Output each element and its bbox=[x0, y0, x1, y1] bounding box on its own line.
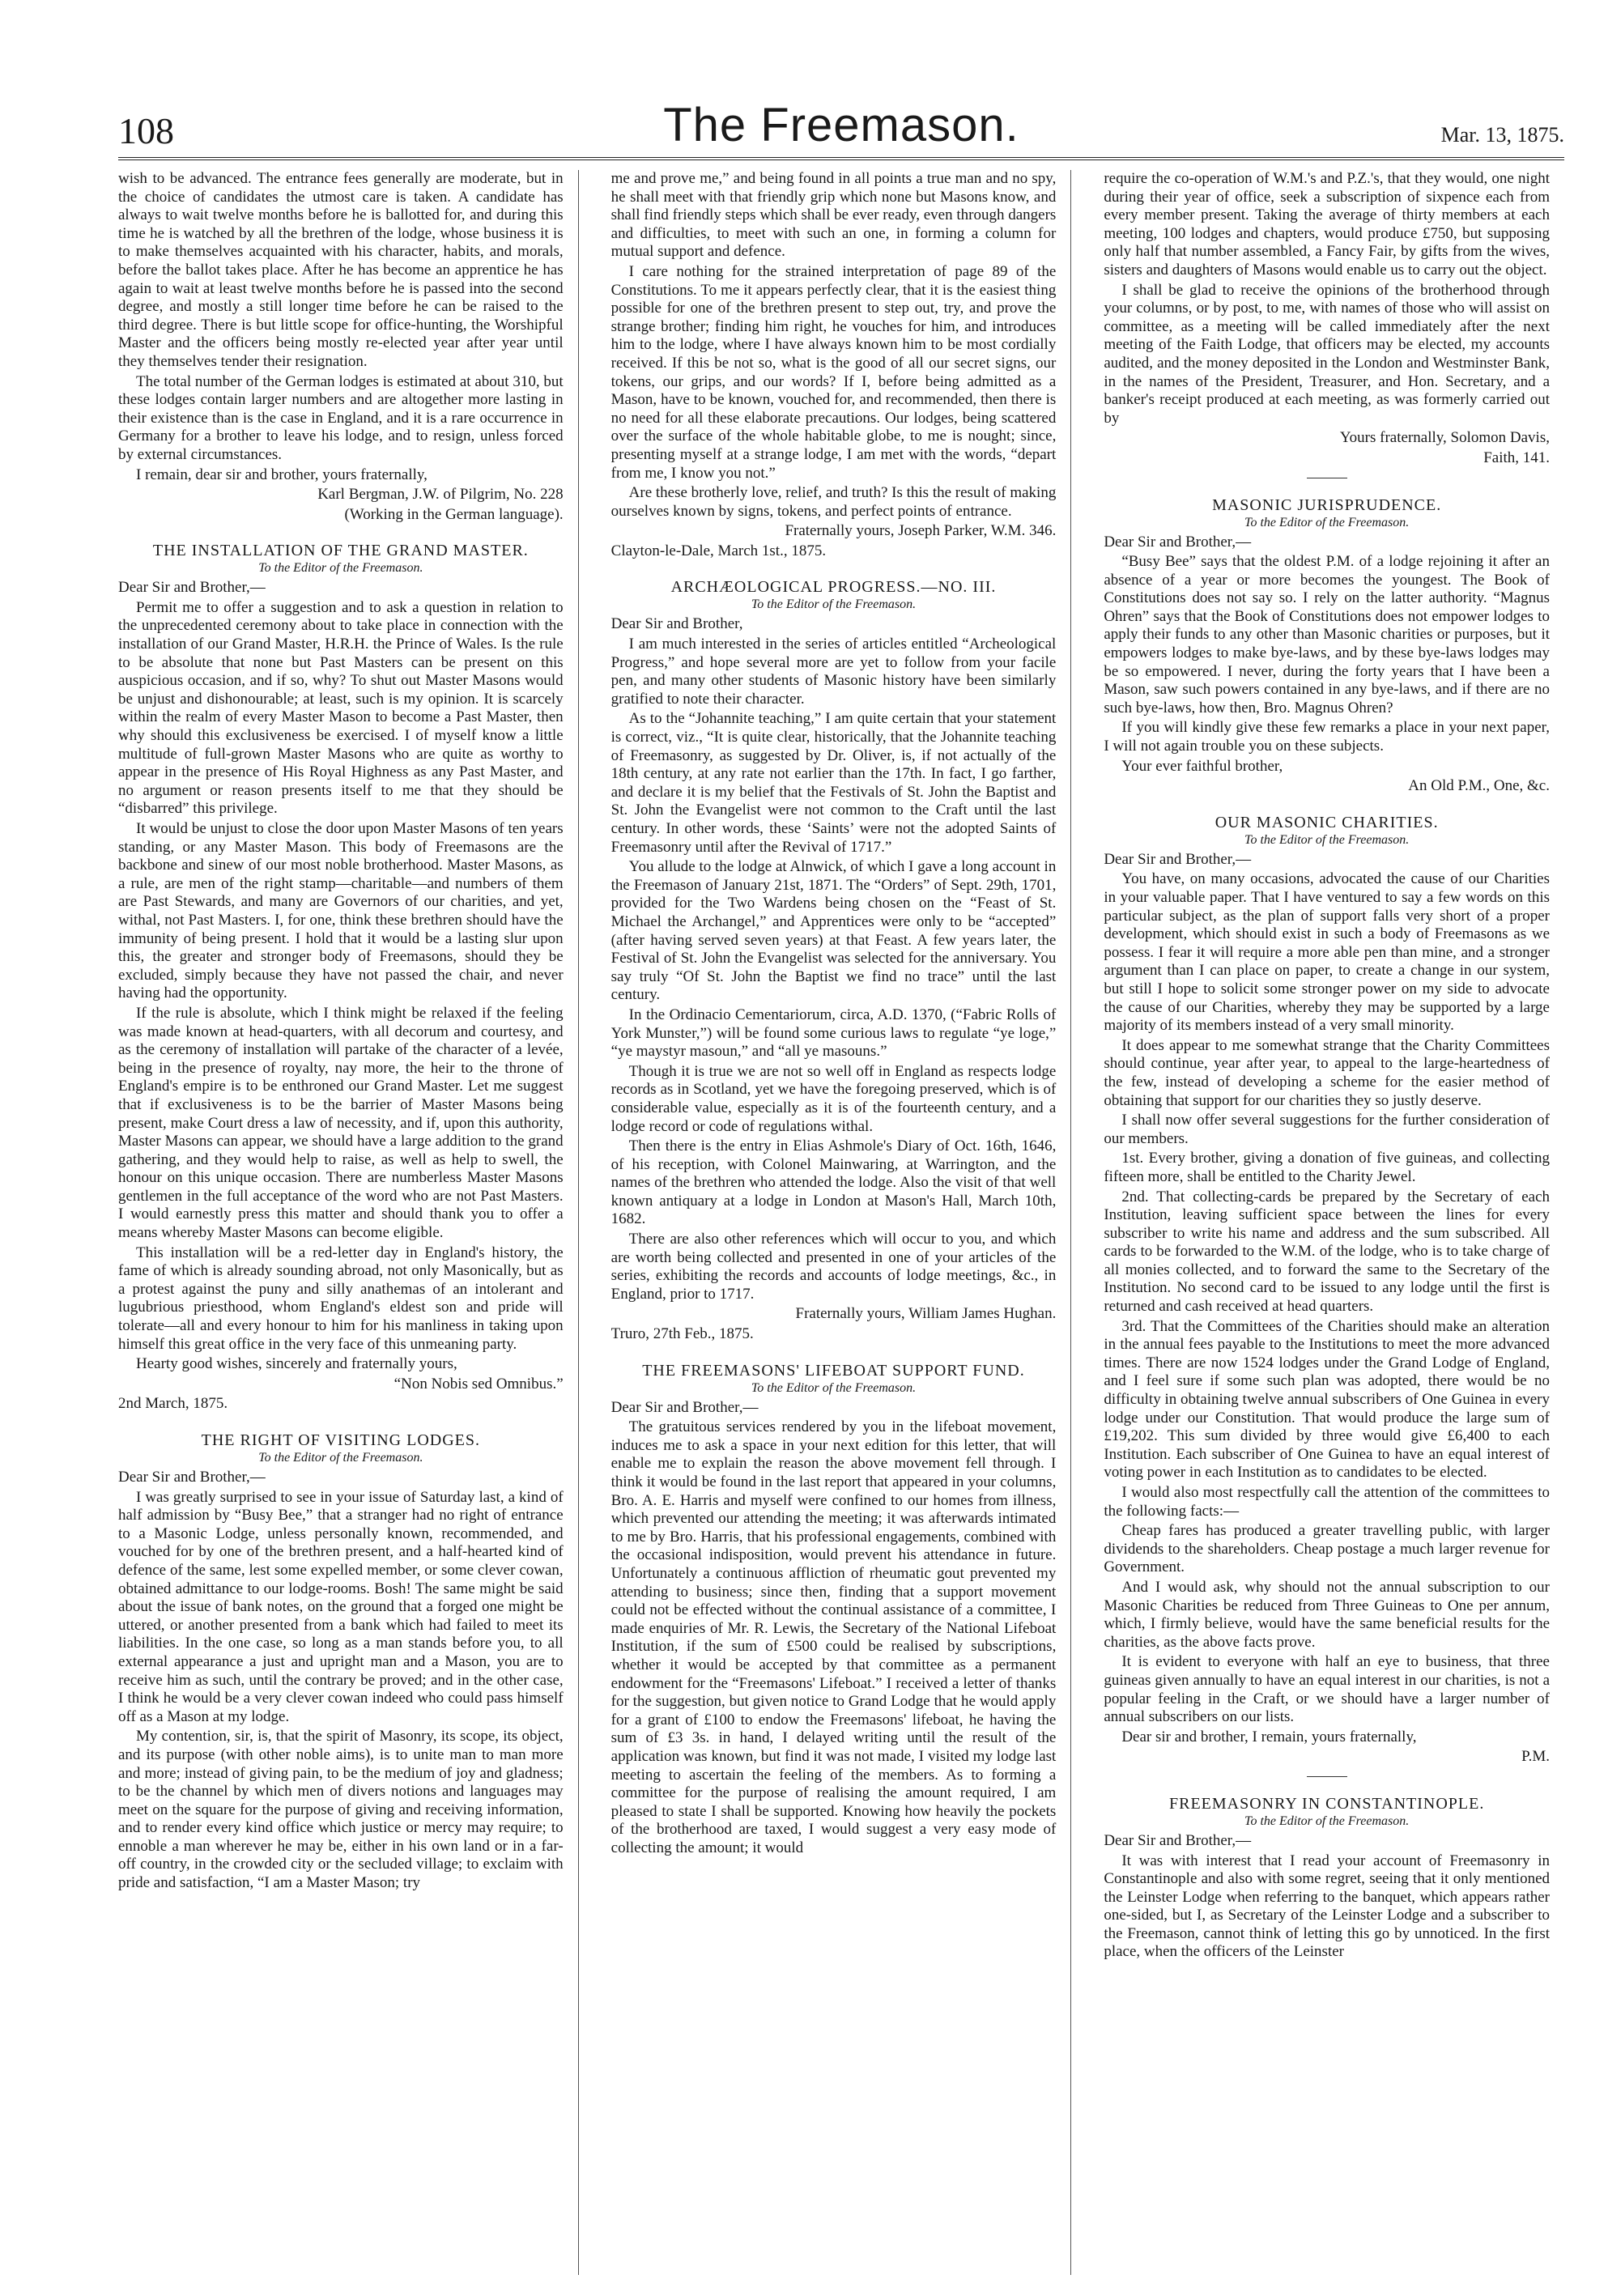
article-title: OUR MASONIC CHARITIES. bbox=[1215, 813, 1439, 831]
salutation: Dear Sir and Brother,— bbox=[118, 579, 266, 597]
column-2 bbox=[611, 170, 1072, 2275]
signature: P.M. bbox=[1521, 1748, 1550, 1766]
paragraph: Are these brotherly love, relief, and truth? Is this the result of making ourselves known by signs, tokens, and perfect points of entrance. bbox=[610, 484, 1057, 520]
letter-date: Truro, 27th Feb., 1875. bbox=[610, 1325, 754, 1343]
paragraph: Hearty good wishes, sincerely and fraternally yours, bbox=[136, 1355, 457, 1373]
letter-date: 2nd March, 1875. bbox=[118, 1395, 228, 1413]
paragraph: I shall be glad to receive the opinions of the brotherhood through your columns, or by post, to me, with names of those who will assist on committee, as a meeting will be called immediately after the next meeting of the Faith Lodge, that officers may be elected, my accounts audited, and the money deposited in the London and Westminster Bank, in the names of the President, Treasurer, and Hon. Secretary, and a banker's receipt produced at each meeting, as was formerly carried out by bbox=[1104, 281, 1550, 427]
paragraph: You allude to the lodge at Alnwick, of which I gave a long account in the Freemason of January 21st, 1871. The “Orders” of Sept. 29th, 1701, provided for the Two Wardens being chosen on the “Feast of St. Michael the Archangel,” and Apprentices were only to be “accepted” (after having served seven years) at that Feast. A few years later, the Festival of St. John the Evangelist was selected for the anniversary. You say truly “Of St. John the Baptist we find no trace” until the last century. bbox=[610, 858, 1057, 1004]
salutation: Dear Sir and Brother,— bbox=[1104, 1831, 1252, 1849]
signature: Fraternally yours, William James Hughan. bbox=[795, 1305, 1057, 1323]
article-subtitle: To the Editor of the Freemason. bbox=[258, 1451, 423, 1465]
paragraph: It was with interest that I read your account of Freemasonry in Constantinople and also with some regret, seeing that it only mentioned the Leinster Lodge when referring to the banquet, which appears rather one-sided, but I, as Secretary of the Leinster Lodge and a subscriber to the Freemason, cannot think of letting this go by unnoticed. In the first place, when the officers of the Leinster bbox=[1104, 1852, 1550, 1961]
paragraph: require the co-operation of W.M.'s and P.Z.'s, that they would, one night during their year of office, seek a subscription of sixpence each from every member present. Taking the average of thirty members at each meeting, 100 lodges and chapters, would produce £750, but supposing only half that number assembled, a Fancy Fair, by gifts from the wives, sisters and daughters of Masons would enable us to carry out the object. bbox=[1104, 170, 1550, 278]
paragraph: I remain, dear sir and brother, yours fraternally, bbox=[136, 466, 428, 483]
paragraph: If the rule is absolute, which I think might be relaxed if the feeling was made known at head-quarters, with all decorum and courtesy, and as the ceremony of installation will partake of the character of a levée, being in the presence of royalty, nay more, the heir to the throne of England's empire is to be enthroned our Grand Master. Let me suggest that if exclusiveness is to be the barrier of Master Masons being present, make Court dress a law of necessity, and if, upon this authority, Master Masons can appear, we should have a large addition to the grand gathering, and they would help to raise, as well as help to swell, the honour on this unique occasion. There are numberless Master Masons gentlemen in the full acceptance of the word who are not Past Masters. I would earnestly press this matter and should thank you to offer a means whereby Master Masons can become eligible. bbox=[118, 1004, 564, 1242]
masthead bbox=[118, 99, 1564, 160]
signature: “Non Nobis sed Omnibus.” bbox=[393, 1375, 564, 1392]
paragraph: If you will kindly give these few remarks a place in your next paper, I will not again trouble you on these subjects. bbox=[1104, 719, 1550, 755]
paragraph: I shall now offer several suggestions for the further consideration of our members. bbox=[1104, 1112, 1550, 1147]
article-title: ARCHÆOLOGICAL PROGRESS.—NO. III. bbox=[670, 578, 997, 597]
paragraph: As to the “Johannite teaching,” I am quite certain that your statement is correct, viz., “It is quite clear, historically, that the Johannite teaching of Freemasonry, as suggested by Dr. Oliver, is, if not actually of the 18th century, at any rate not earlier than the 17th. In fact, I go farther, and declare it is my belief that the Festivals of St. John the Baptist and St. John the Evangelist were not common to the Craft until the last century. In other words, these ‘Saints’ were not the adopted Saints of Freemasonry until after the Revival of 1717.” bbox=[610, 710, 1057, 856]
newspaper-title: The Freemason. bbox=[663, 99, 1019, 151]
article-subtitle: To the Editor of the Freemason. bbox=[1244, 832, 1410, 847]
paragraph: me and prove me,” and being found in all points a true man and no spy, he shall meet with that friendly grip which none but Masons know, and shall find friendly steps which shall be ever ready, even through dangers and difficulties, to meet with such an one, in forming a column for mutual support and defence. bbox=[610, 170, 1057, 261]
paragraph: Cheap fares has produced a greater travelling public, with larger dividends to the shareholders. Cheap postage a much larger revenue for Government. bbox=[1104, 1522, 1550, 1576]
paragraph: Though it is true we are not so well off in England as respects lodge records as in Scotland, yet we have the foregoing preserved, which is of considerable value, especially as it is of the fourteenth century, and a lodge record or code of regulations withal. bbox=[610, 1062, 1057, 1135]
paragraph: And I would ask, why should not the annual subscription to our Masonic Charities be reduced from Three Guineas to One per annum, which, I firmly believe, would have the same beneficial results for the charities, as the above facts prove. bbox=[1104, 1578, 1550, 1651]
signature: Karl Bergman, J.W. of Pilgrim, No. 228 bbox=[317, 486, 564, 504]
signature: (Working in the German language). bbox=[344, 505, 564, 523]
salutation: Dear Sir and Brother,— bbox=[1104, 850, 1252, 868]
signature: Fraternally yours, Joseph Parker, W.M. 346. bbox=[785, 522, 1057, 540]
paragraph: Dear sir and brother, I remain, yours fraternally, bbox=[1121, 1728, 1417, 1745]
paragraph: It is evident to everyone with half an eye to business, that three guineas given annually to have an equal interest in our charities, is not a popular feeling in the Craft, or we should have a larger number of annual subscribers on our lists. bbox=[1104, 1653, 1550, 1726]
paragraph: I would also most respectfully call the attention of the committees to the following facts:— bbox=[1104, 1484, 1550, 1520]
article-subtitle: To the Editor of the Freemason. bbox=[751, 1380, 917, 1395]
paragraph: 1st. Every brother, giving a donation of five guineas, and collecting fifteen more, shall be entitled to the Charity Jewel. bbox=[1104, 1150, 1550, 1185]
letter-date: Clayton-le-Dale, March 1st., 1875. bbox=[610, 542, 827, 559]
paragraph: wish to be advanced. The entrance fees generally are moderate, but in the choice of candidates the utmost care is taken. A candidate has always to wait twelve months before he is ballotted for, and during this time he is watched by all the brethren of the lodge, whose business it is to make themselves acquainted with his character, habits, and morals, before the ballot takes place. After he has become an apprentice he has again to wait at least twelve months before he is passed into the second degree, and mostly a still longer time before he can be raised to the third degree. There is but little scope for office-hunting, the Worshipful Master and the officers being mostly re-elected year after year until they themselves tender their resignation. bbox=[118, 170, 564, 370]
article-subtitle: To the Editor of the Freemason. bbox=[1244, 515, 1410, 529]
paragraph: I care nothing for the strained interpretation of page 89 of the Constitutions. To me it appears perfectly clear, that it is the easiest thing possible for one of the brethren present to step out, try, and prove the strange brother; finding him right, he vouches for him, and introduces him to the lodge, where I have always known him to be most cordially received. If this be not so, what is the good of all our secret signs, our tokens, our grips, and our words? If I, before being admitted as a Mason, have to be known, vouched for, and recommended, then there is no need for all these elaborate precautions. Our lodges, being scattered over the surface of the whole habitable globe, to me is nought; since, presenting myself at a strange lodge, I am met with the words, “depart from me, I know you not.” bbox=[610, 262, 1057, 482]
paragraph: My contention, sir, is, that the spirit of Masonry, its scope, its object, and its purpose (with other noble aims), is to unite man to man more and more; instead of giving pain, to be the medium of joy and gladness; to be the channel by which men of divers notions and languages may meet on the square for the purpose of giving and receiving information, and to render every kind office which justice or mercy may require; to ennoble a man wherever he may be, either in his own land or in a far-off country, in the crowded city or the secluded village; to exclaim with pride and satisfaction, “I am a Master Mason; try bbox=[118, 1728, 564, 1892]
paragraph: Then there is the entry in Elias Ashmole's Diary of Oct. 16th, 1646, of his reception, with Colonel Mainwaring, at Warrington, and the names of the brethren who attended the lodge. Also the visit of that well known antiquary at a lodge in London at Mason's Hall, March 10th, 1682. bbox=[610, 1137, 1057, 1228]
article-title: FREEMASONRY IN CONSTANTINOPLE. bbox=[1168, 1794, 1485, 1813]
page-number: 108 bbox=[118, 110, 174, 151]
paragraph: You have, on many occasions, advocated the cause of our Charities in your valuable paper. That I have ventured to say a few words on this particular subject, as the plan of support falls very short of a proper development, which should exist in such a body of Freemasons as we possess. I fear it will require a more able pen than mine, and a stronger argument than I can place on paper, to create a change in our system, but still I hope to solicit some stronger power on my side to advocate the cause of our Charities, whereby they may be supported by a large majority of its members instead of a very small minority. bbox=[1104, 870, 1550, 1035]
paragraph: It would be unjust to close the door upon Master Masons of ten years standing, or any Master Mason. This body of Freemasons are the backbone and sinew of our most noble brotherhood. Master Masons, as a rule, are men of the right stamp—charitable—and numbers of them are Past Stewards, and many are Governors of our charities, and yet, withal, not Past Masters. I, for one, think these brethren should have the immunity of being present. I hold that it would be a lasting slur upon this, the greater and stronger body of Freemasons, should they be excluded, simply because they have not passed the chair, and never having had the opportunity. bbox=[118, 820, 564, 1002]
paragraph: In the Ordinacio Cementariorum, circa, A.D. 1370, (“Fabric Rolls of York Munster,”) will be found some curious laws to regulate “ye loge,” “ye maystyr masoun,” and “all ye masouns.” bbox=[610, 1006, 1057, 1061]
article-title: MASONIC JURISPRUDENCE. bbox=[1212, 495, 1442, 514]
article-title: THE FREEMASONS' LIFEBOAT SUPPORT FUND. bbox=[642, 1361, 1025, 1380]
article-subtitle: To the Editor of the Freemason. bbox=[1244, 1813, 1410, 1828]
paragraph: The gratuitous services rendered by you in the lifeboat movement, induces me to ask a space in your next edition for this letter, that will enable me to explain the reason the above movement fell through. I think it would be found in the last report that appeared in your columns, Bro. A. E. Harris and myself were confined to our homes from illness, which prevented our attending the meeting; it was afterwards intimated to me by Bro. Harris, that his professional engagements, combined with the occasional indisposition, would prevent his attendance in future. Unfortunately a continuous affliction of rheumatic gout prevented my attending to business; since then, finding that a support movement could not be effected without the continual assistance of a committee, I made enquiries of Mr. R. Lewis, the Secretary of the National Lifeboat Institution, if the sum of £500 could be realised by subscriptions, whether it would be accepted by that committee as a permanent endowment for the “Freemasons' Lifeboat.” I received a letter of thanks for the suggestion, but given notice to Grand Lodge that he would apply for a grant of £100 to endow the Freemasons' lifeboat, he having the sum of £3 3s. in hand, I delayed writing until the result of the application was known, but find it was not made, I visited my lodge last meeting to ascertain the feeling of the members. As to forming a committee for the purpose of realising the amount required, I am pleased to state I shall be supported. Knowing how heavily the pockets of the brotherhood are taxed, I would suggest a very easy mode of collecting the amount; it would bbox=[610, 1418, 1057, 1856]
paragraph: Permit me to offer a suggestion and to ask a question in relation to the unprecedented ceremony about to take place in connection with the installation of our Grand Master, H.R.H. the Prince of Wales. Is the rule to be absolute that none but Past Masters can be present on this auspicious occasion, and if so, why? To shut out Master Masons would be unjust and dishonourable; at least, such is my opinion. It is scarcely within the realm of every Master Mason to become a Past Master, then why should this exclusiveness be exercised. I of myself know a little multitude of full-grown Master Masons who are quite as worthy to appear in the presence of His Royal Highness as any Past Master, and no argument or reason presents itself to me that they should be “disbarred” this privilege. bbox=[118, 598, 564, 818]
paragraph: The total number of the German lodges is estimated at about 310, but these lodges contain larger numbers and are altogether more lasting in their existence than is the case in England, and it is a rare occurrence in Germany for a brother to leave his lodge, and to resign, unless forced by external circumstances. bbox=[118, 372, 564, 463]
signature: Faith, 141. bbox=[1483, 449, 1550, 466]
paragraph: I am much interested in the series of articles entitled “Archeological Progress,” and hope several more are yet to follow from your facile pen, and many other students of Masonic history have been similarly gratified to note their character. bbox=[610, 636, 1057, 708]
article-title: THE RIGHT OF VISITING LODGES. bbox=[201, 1431, 481, 1449]
paragraph: 3rd. That the Committees of the Charities should make an alteration in the annual fees payable to the Institutions to meet the more advanced times. There are now 1524 lodges under the Grand Lodge of England, and I feel sure if some such plan was adopted, there would be no difficulty in obtaining twelve annual subscribers of One Guinea in every lodge under our Constitution. That would produce the large sum of £19,202. This sum divided by three would give £6,400 to each Institution. Each subscriber of One Guinea to have an equal interest of voting power in each Institution as to candidates to be elected. bbox=[1104, 1317, 1550, 1482]
article-subtitle: To the Editor of the Freemason. bbox=[751, 597, 917, 612]
issue-date: Mar. 13, 1875. bbox=[1440, 123, 1564, 147]
paragraph: 2nd. That collecting-cards be prepared by the Secretary of each Institution, leaving sufficient space between the lines for every subscriber to write his name and address and the sum subscribed. All cards to be forwarded to the W.M. of the lodge, who is to take charge of all monies collected, and to forward the same to the Secretary of the Institution. No second card to be issued to any lodge until the first is returned and cash received at head quarters. bbox=[1104, 1188, 1550, 1316]
salutation: Dear Sir and Brother, bbox=[610, 615, 743, 633]
column-3 bbox=[1104, 170, 1564, 2275]
article-subtitle: To the Editor of the Freemason. bbox=[258, 561, 423, 576]
paragraph: There are also other references which will occur to you, and which are worth being collected and presented in one of your articles of the series, exhibiting the records and accounts of lodge meetings, &c., in England, prior to 1717. bbox=[610, 1231, 1057, 1303]
article-title: THE INSTALLATION OF THE GRAND MASTER. bbox=[152, 542, 529, 560]
salutation: Dear Sir and Brother,— bbox=[1104, 533, 1252, 551]
salutation: Dear Sir and Brother,— bbox=[118, 1469, 266, 1486]
paragraph: This installation will be a red-letter day in England's history, the fame of which is already sounding abroad, not only Masonically, but as a protest against the puny and silly anathemas of an intolerant and lugubrious priesthood, whom England's eldest son and pride will tolerate—all and every honour to him for his manliness in taking upon himself this great office in the very face of this unmeaning party. bbox=[118, 1244, 564, 1353]
signature: An Old P.M., One, &c. bbox=[1408, 777, 1550, 795]
paragraph: Your ever faithful brother, bbox=[1121, 757, 1283, 775]
paragraph: It does appear to me somewhat strange that the Charity Committees should continue, year after year, to appeal to the large-heartedness of the few, instead of developing a scheme for the easier method of obtaining that support for our charities they so justly deserve. bbox=[1104, 1036, 1550, 1109]
paragraph: I was greatly surprised to see in your issue of Saturday last, a kind of half admission by “Busy Bee,” that a stranger had no right of entrance to a Masonic Lodge, unless personally known, recommended, and vouched for by one of the brethren present, and a half-hearted kind of defence of the same, lest some expelled member, or some clever cowan, obtained admittance to our lodge-rooms. Bosh! The same might be said about the issue of bank notes, on the ground that a forged one might be uttered, or another presented from a bank which had failed to meet its liabilities. In the one case, so long as a man stands before you, to all external appearance a just and upright man and a Mason, you are to receive him as such, until the contrary be proved; and in the other case, I think he would be a very clever cowan indeed who could pass himself off as a Mason at my lodge. bbox=[118, 1488, 564, 1725]
column-1 bbox=[118, 170, 579, 2275]
divider bbox=[1307, 1776, 1347, 1777]
columns bbox=[118, 170, 1564, 2275]
paragraph: “Busy Bee” says that the oldest P.M. of a lodge rejoining it after an absence of a year or more becomes the youngest. The Book of Constitutions does not say so. I rely on the latter authority. “Magnus Ohren” says that the Book of Constitutions does not empower lodges to apply their funds to any other than Masonic charities or purposes, but it empowers lodges to make bye-laws, and by these bye-laws lodges may be so empowered. I never, during the forty years that I have been a Mason, saw such powers contained in any bye-laws, and if there are no such bye-laws, how then, Bro. Magnus Ohren? bbox=[1104, 553, 1550, 716]
salutation: Dear Sir and Brother,— bbox=[610, 1398, 759, 1416]
signature: Yours fraternally, Solomon Davis, bbox=[1339, 429, 1550, 447]
